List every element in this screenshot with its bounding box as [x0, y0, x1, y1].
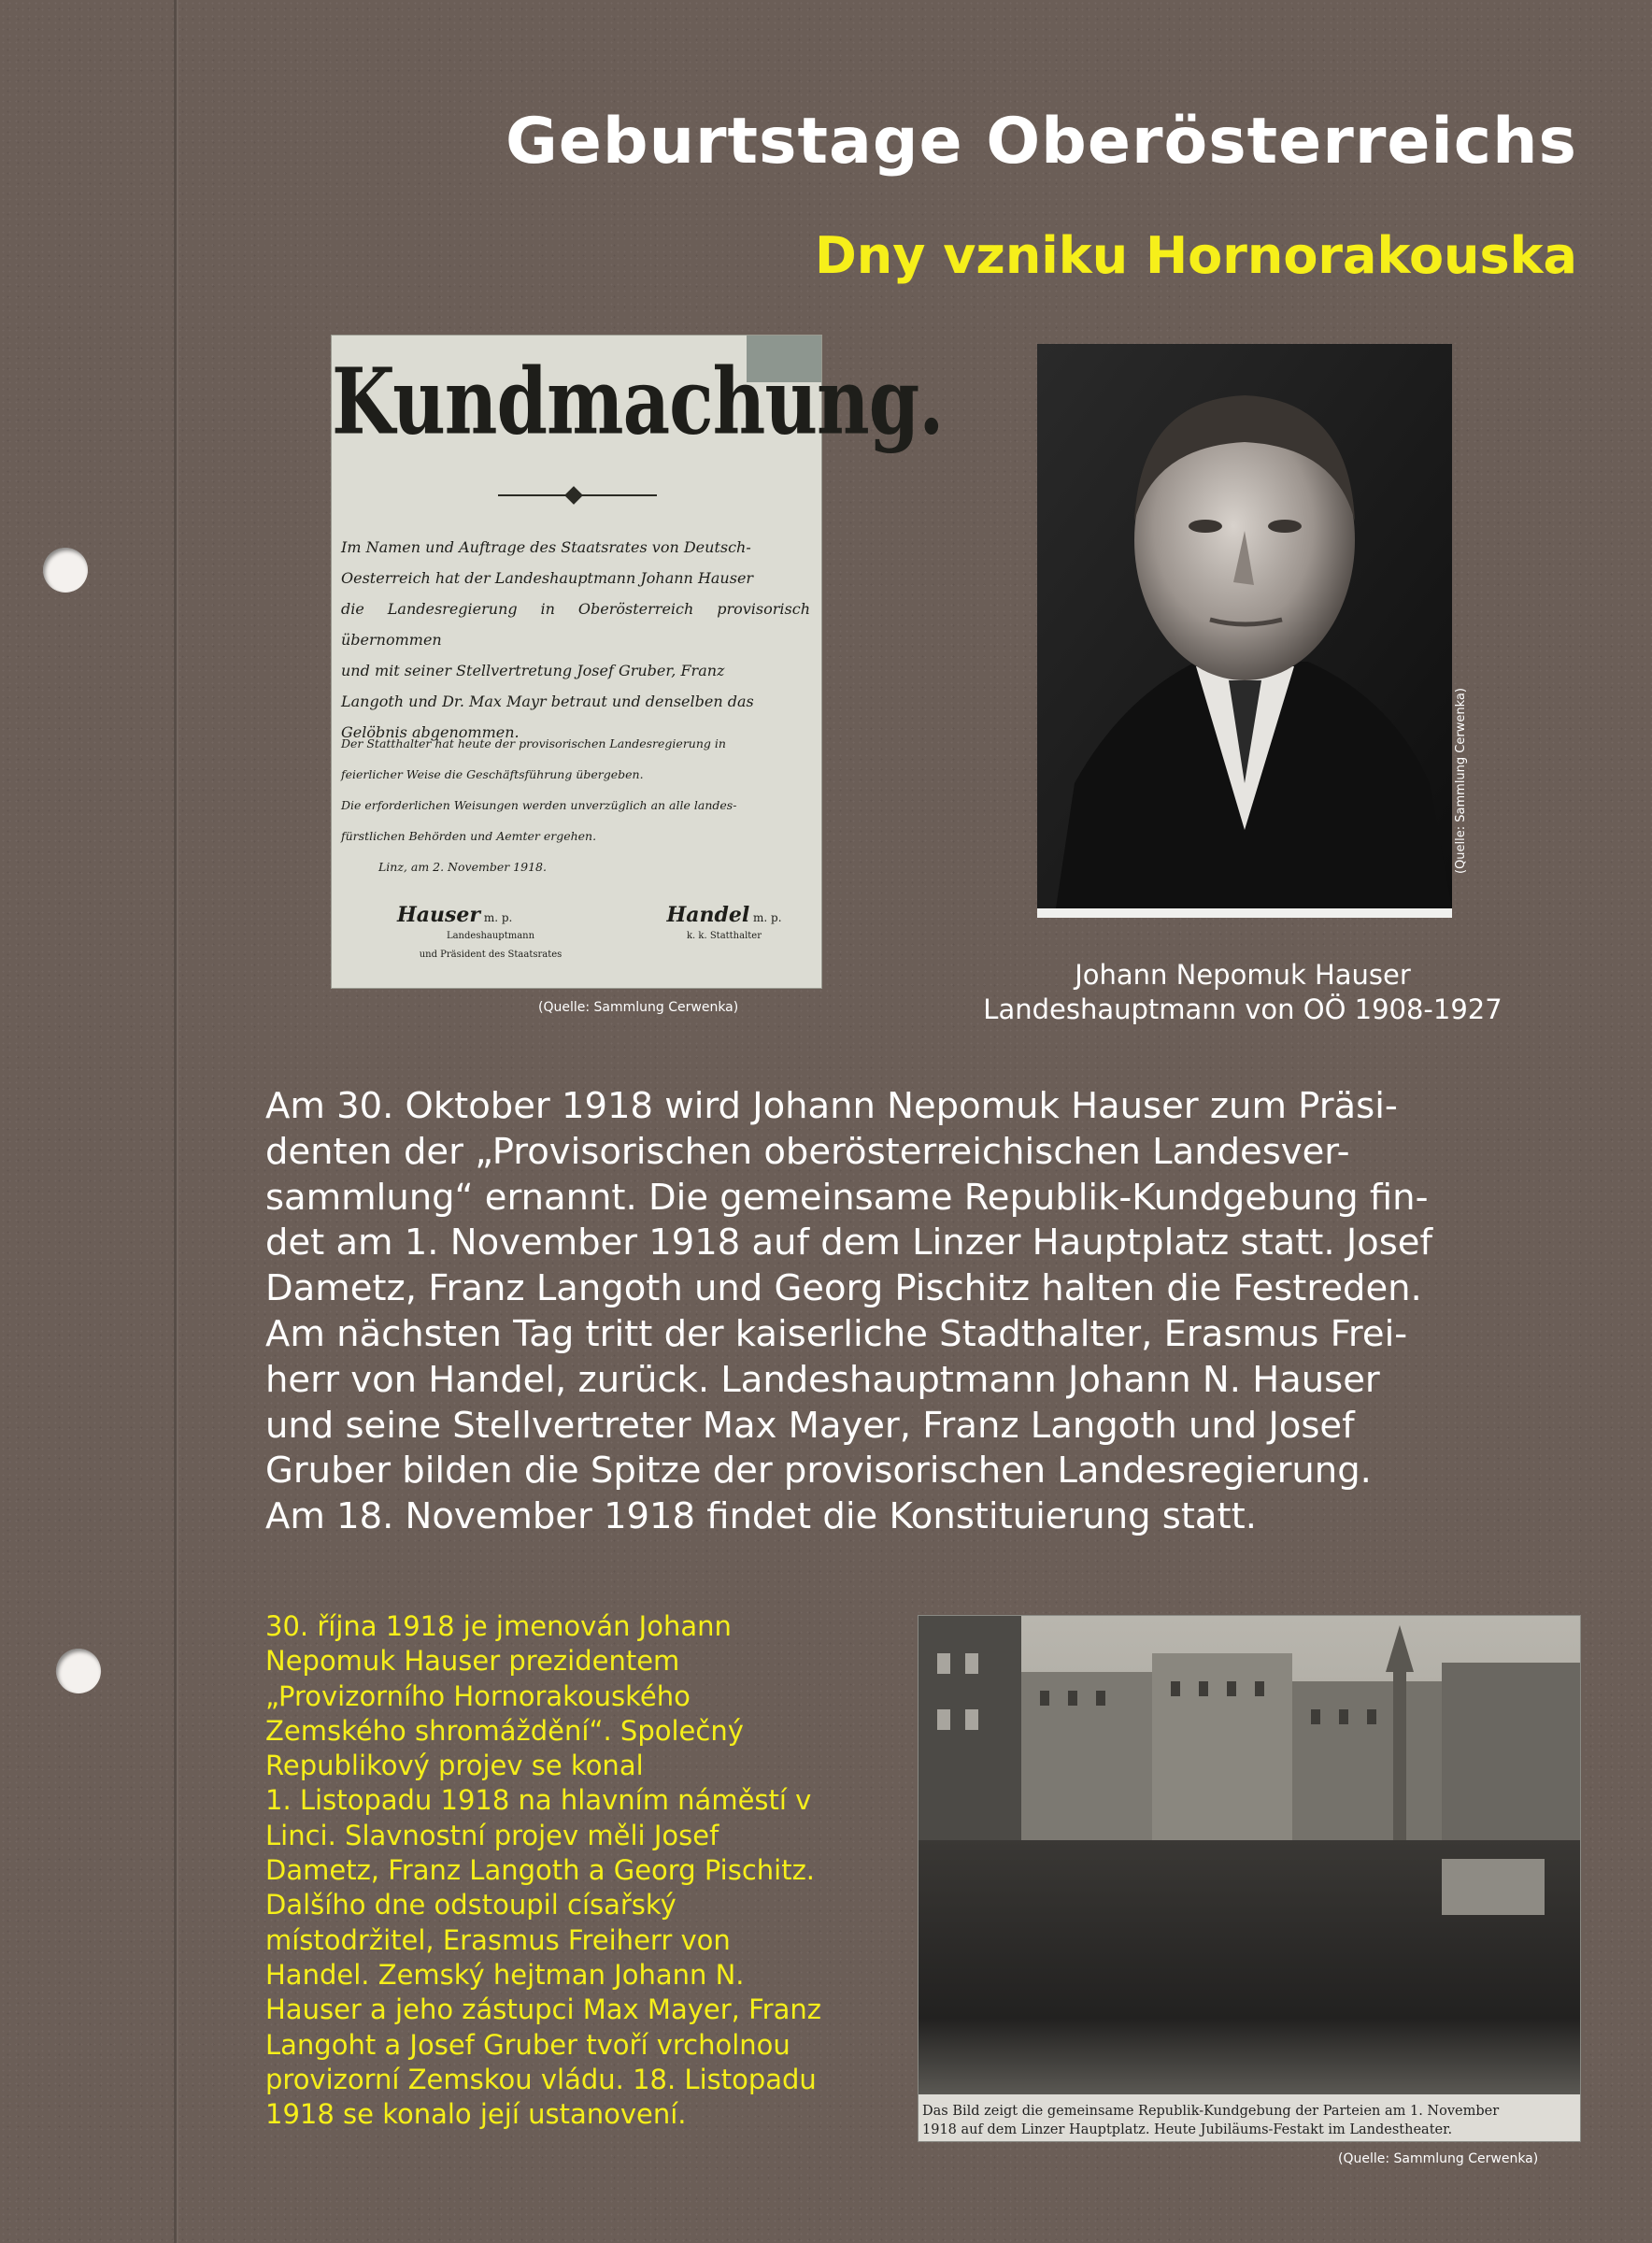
- signature-role: k. k. Statthalter: [686, 931, 762, 941]
- poster-body-line: Oesterreich hat der Landeshauptmann Johann Hauser: [341, 569, 754, 587]
- portrait-caption-title: Landeshauptmann von OÖ 1908-1927: [983, 993, 1502, 1025]
- rally-illustration: [919, 1616, 1580, 2094]
- text-line: Langoht a Josef Gruber tvoří vrcholnou: [265, 2028, 790, 2061]
- text-line: Am 30. Oktober 1918 wird Johann Nepomuk Hauser zum Präsi-: [265, 1085, 1398, 1127]
- text-line: herr von Handel, zurück. Landeshauptmann Johann N. Hauser: [265, 1358, 1380, 1401]
- poster-date-line: Linz, am 2. November 1918.: [378, 860, 547, 874]
- portrait-caption-name: Johann Nepomuk Hauser: [1075, 959, 1411, 991]
- portrait-illustration: [1037, 344, 1452, 908]
- hauser-portrait-photo: [1037, 344, 1452, 918]
- kundmachung-poster-image: [331, 335, 944, 989]
- page-title-german: Geburtstage Oberösterreichs: [505, 105, 1577, 179]
- page-title-czech: Dny vzniku Hornorakouska: [814, 226, 1577, 285]
- text-line: „Provizorního Hornorakouského: [265, 1679, 691, 1712]
- text-line: 1918 se konalo její ustanovení.: [265, 2098, 687, 2131]
- poster-signature-left: [397, 903, 584, 964]
- text-line: Dalšího dne odstoupil císařský: [265, 1889, 676, 1922]
- punch-hole-bottom: [56, 1649, 101, 1693]
- text-line: Zemského shromáždění“. Společný: [265, 1714, 744, 1747]
- text-line: sammlung“ ernannt. Die gemeinsame Republik-Kundgebung fin-: [265, 1176, 1429, 1219]
- text-line: Nepomuk Hauser prezidentem: [265, 1645, 680, 1678]
- text-line: det am 1. November 1918 auf dem Linzer Hauptplatz statt. Josef: [265, 1222, 1433, 1264]
- main-text-czech: [265, 1609, 919, 2132]
- poster-body-line: Im Namen und Auftrage des Staatsrates von Deutsch-: [341, 538, 751, 556]
- text-line: Dametz, Franz Langoth a Georg Pischitz.: [265, 1854, 816, 1887]
- poster-notice-text: [341, 728, 810, 882]
- text-line: Gruber bilden die Spitze der provisorischen Landesregierung.: [265, 1450, 1372, 1493]
- poster-notice-line: feierlicher Weise die Geschäftsführung übergeben.: [341, 767, 644, 781]
- text-line: provizorní Zemskou vládu. 18. Listopadu: [265, 2063, 817, 2095]
- text-line: 30. října 1918 je jmenován Johann: [265, 1610, 732, 1642]
- rally-photo-source-credit: (Quelle: Sammlung Cerwenka): [1338, 2151, 1539, 2166]
- poster-notice-line: Der Statthalter hat heute der provisorischen Landesregierung in: [341, 736, 726, 750]
- signature-suffix: m. p.: [483, 911, 513, 924]
- portrait-source-credit: (Quelle: Sammlung Cerwenka): [1454, 688, 1468, 874]
- poster-body-line: Langoth und Dr. Max Mayr betraut und denselben das: [341, 693, 754, 710]
- text-line: Am nächsten Tag tritt der kaiserliche Stadthalter, Erasmus Frei-: [265, 1312, 1408, 1355]
- poster-signature-right: [649, 903, 799, 946]
- text-line: Dametz, Franz Langoth und Georg Pischitz halten die Festreden.: [265, 1267, 1422, 1310]
- punch-hole-top: [43, 548, 88, 593]
- text-line: Handel. Zemský hejtman Johann N.: [265, 1958, 745, 1991]
- main-text-german: [265, 1084, 1574, 1540]
- text-line: Republikový projev se konal: [265, 1750, 644, 1782]
- caption-line: 1918 auf dem Linzer Hauptplatz. Heute Jubiläums-Festakt im Landestheater.: [922, 2122, 1453, 2137]
- signature-name: Handel: [666, 903, 750, 927]
- poster-ornament: [498, 494, 657, 496]
- poster-body-text: [341, 532, 810, 748]
- poster-notice-line: fürstlichen Behörden und Aemter ergehen.: [341, 829, 597, 843]
- poster-source-credit: (Quelle: Sammlung Cerwenka): [538, 1000, 739, 1015]
- poster-body-line: die Landesregierung in Oberösterreich provisorisch übernommen: [341, 600, 810, 649]
- poster-notice-line: Die erforderlichen Weisungen werden unverzüglich an alle landes-: [341, 798, 737, 812]
- signature-name: Hauser: [397, 903, 481, 927]
- signature-suffix: m. p.: [753, 911, 782, 924]
- text-line: místodržitel, Erasmus Freiherr von: [265, 1923, 731, 1956]
- rally-photo-caption: [922, 2102, 1576, 2139]
- text-line: Linci. Slavnostní projev měli Josef: [265, 1819, 719, 1851]
- republic-rally-photo: [918, 1615, 1581, 2142]
- signature-role: und Präsident des Staatsrates: [419, 950, 563, 960]
- caption-line: Das Bild zeigt die gemeinsame Republik-Kundgebung der Parteien am 1. November: [922, 2104, 1500, 2119]
- poster-headline: Kundmachung.: [332, 349, 944, 456]
- signature-role: Landeshauptmann: [446, 931, 535, 941]
- text-line: Am 18. November 1918 findet die Konstituierung statt.: [265, 1495, 1257, 1538]
- text-line: Hauser a jeho zástupci Max Mayer, Franz: [265, 1993, 821, 2026]
- text-line: denten der „Provisorischen oberösterreichischen Landesver-: [265, 1130, 1350, 1173]
- text-line: und seine Stellvertreter Max Mayer, Franz Langoth und Josef: [265, 1404, 1355, 1447]
- text-line: 1. Listopadu 1918 na hlavním náměstí v: [265, 1784, 812, 1817]
- poster-body-line: und mit seiner Stellvertretung Josef Gruber, Franz: [341, 662, 725, 679]
- poster-body-line: Gelöbnis abgenommen.: [341, 723, 520, 741]
- binder-fold-line: [174, 0, 177, 2243]
